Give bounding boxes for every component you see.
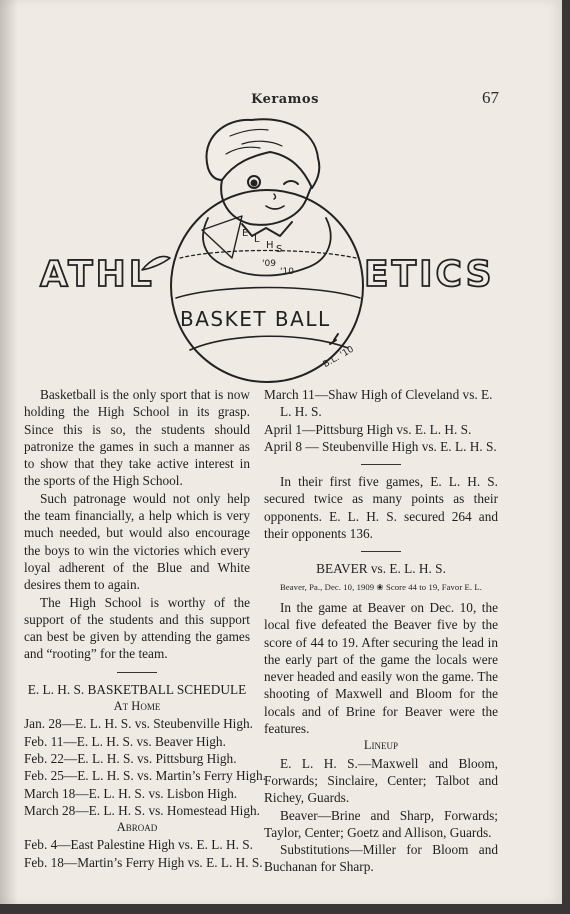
girl-nose [274, 194, 276, 199]
ball-seam [190, 336, 348, 350]
shirt-letter-e: E [242, 228, 249, 239]
title-right: ETICS [364, 254, 495, 295]
athletics-illustration [30, 108, 520, 388]
schedule-heading: E. L. H. S. BASKETBALL SCHEDULE [27, 681, 247, 697]
game-heading: BEAVER vs. E. L. H. S. [316, 561, 446, 577]
shirt-year-2: '10 [280, 267, 294, 277]
lineup-entry: Substitutions—Miller for Bloom and Buchanan for Sharp. [264, 842, 498, 875]
running-header: Keramos [251, 92, 319, 107]
shirt-letter-l: L [254, 234, 260, 245]
home-game: Feb. 25—E. L. H. S. vs. Martin’s Ferry High. [24, 768, 266, 784]
ball-scratch [330, 334, 338, 344]
ball-text: BASKET BALL [180, 307, 331, 331]
home-game: Feb. 11—E. L. H. S. vs. Beaver High. [24, 733, 226, 749]
away-game: March 11—Shaw High of Cleveland vs. E. L. H. S. [264, 387, 493, 420]
home-game: Jan. 28—E. L. H. S. vs. Steubenville High. [24, 716, 253, 732]
away-game: April 1—Pittsburg High vs. E. L. H. S. [264, 421, 472, 437]
right-eye-wink [284, 181, 298, 184]
game-report: In the game at Beaver on Dec. 10, the local five defeated the Beaver five by the score of 44 to 19. After securing the lead in the early part of the game the locals were never headed and easily won the game. The shooting of Maxwell and Bloom for the locals and of Brine for Beaver were the features. [264, 599, 498, 737]
right-column [264, 386, 498, 876]
lineup-entry: E. L. H. S.—Maxwell and Bloom, Forwards; Sinclaire, Center; Talbot and Richey, Guards. [264, 755, 498, 806]
intro-paragraph-3: The High School is worthy of the support of the students and this support can best be given by attending the games and “rooting” for the team. [24, 594, 250, 662]
lineup-entry: Beaver—Brine and Sharp, Forwards; Taylor, Center; Goetz and Allison, Guards. [264, 807, 498, 840]
shirt-letter-h: H [266, 240, 274, 251]
title-left: ATHL [40, 254, 155, 295]
home-game: March 28—E. L. H. S. vs. Homestead High. [24, 802, 260, 818]
season-summary: In their first five games, E. L. H. S. secured twice as many points as their opponents. E. L. H. S. secured 264 and their opponents 136. [264, 474, 498, 542]
away-game: Feb. 18—Martin’s Ferry High vs. E. L. H. S. [24, 854, 263, 870]
artist-signature: B.L. '10 [321, 344, 356, 371]
shirt-year-1: '09 [262, 259, 276, 269]
away-game: Feb. 4—East Palestine High vs. E. L. H. S. [24, 837, 253, 853]
section-divider [361, 551, 401, 552]
intro-paragraph-2: Such patronage would not only help the team financially, a help which is very much needed, but would also encourage the boys to win the victories which every loyal adherent of the Blue and White desires them to again. [24, 490, 250, 593]
ball-seam-top [176, 288, 360, 299]
section-divider [361, 464, 401, 465]
home-game: Feb. 22—E. L. H. S. vs. Pittsburg High. [24, 750, 237, 766]
page-binding-shadow [0, 0, 18, 904]
girl-mouth [266, 206, 284, 209]
shirt-letter-s: S [276, 244, 283, 255]
section-divider [117, 672, 157, 673]
home-game: March 18—E. L. H. S. vs. Lisbon High. [24, 785, 238, 801]
page-number: 67 [482, 88, 499, 107]
abroad-label: Abroad [116, 820, 158, 835]
away-game: April 8 — Steubenville High vs. E. L. H. S. [264, 438, 497, 454]
at-home-label: At Home [113, 699, 161, 714]
game-dateline: Beaver, Pa., Dec. 10, 1909 ❀ Score 44 to 19, Favor E. L. [280, 581, 482, 592]
lineup-label: Lineup [363, 738, 399, 753]
left-column [24, 386, 266, 871]
intro-paragraph-1: Basketball is the only sport that is now holding the High School in its grasp. Since this is so, the students should patronize the games in such a manner as to show that they take active interest in the sports of the High School. [24, 387, 250, 489]
